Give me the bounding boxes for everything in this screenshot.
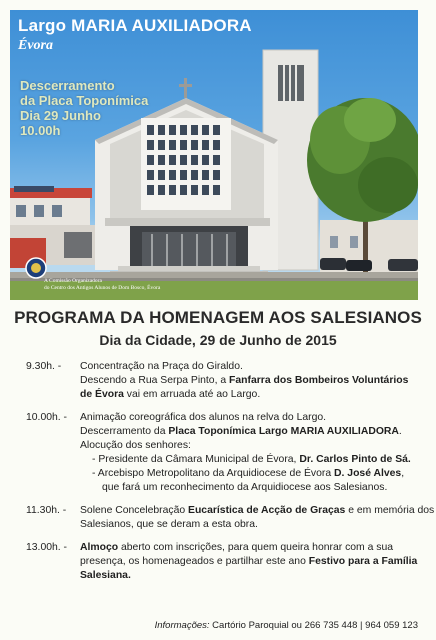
program-time: 13.00h. - xyxy=(26,542,68,553)
text-run-bold: Almoço xyxy=(80,542,119,553)
organizer-line: do Centro dos Antigos Alunos de Dom Bosco, Évora xyxy=(44,284,161,291)
program-item xyxy=(10,541,422,583)
program-text xyxy=(80,541,422,555)
program-text: Concentração na Praça do Giraldo. xyxy=(80,361,243,372)
text-run-bold: de Évora xyxy=(80,389,124,400)
program-date: Dia da Cidade, 29 de Junho de 2015 xyxy=(99,332,337,348)
text-run: Solene Concelebração xyxy=(80,505,189,516)
church-illustration xyxy=(10,10,418,300)
text-run: Descerramento da xyxy=(80,426,169,437)
text-run-bold: D. José Alves xyxy=(334,468,402,479)
text-run-bold: Eucarística de Acção de Graças xyxy=(188,505,346,516)
info-contacts: Cartório Paroquial ou 266 735 448 | 964 059 123 xyxy=(209,620,418,631)
info-label: Informações: xyxy=(154,620,210,631)
program-item xyxy=(10,360,422,402)
event-callout xyxy=(20,78,148,138)
text-run: - Arcebispo Metropolitano da Arquidiocese de Évora xyxy=(92,468,335,479)
program-item xyxy=(10,504,435,532)
event-line: 10.00h xyxy=(20,123,61,138)
program-text: Salesiana. xyxy=(80,570,131,581)
text-run: aberto com inscrições, para quem queira honrar com a sua xyxy=(118,542,394,553)
event-line: Dia 29 Junho xyxy=(20,108,101,123)
program-time: 10.00h. - xyxy=(26,412,68,423)
text-run: vai em arruada até ao Largo. xyxy=(123,389,261,400)
church-photo xyxy=(10,10,418,300)
place-title: Largo MARIA AUXILIADORA xyxy=(18,16,252,35)
text-run-bold: Fanfarra dos Bombeiros Voluntários xyxy=(229,375,409,386)
program-text xyxy=(80,425,422,439)
program-text: Alocução dos senhores: xyxy=(80,440,191,451)
program-text: Salesianos, que se deram a esta obra. xyxy=(80,519,258,530)
text-run: e em memória dos xyxy=(345,505,435,516)
program-text xyxy=(80,453,422,467)
program-text xyxy=(80,388,422,402)
program-text xyxy=(80,374,422,388)
organizer-line: A Comissão Organizadora xyxy=(44,278,102,284)
text-run-bold: Festivo para a Família xyxy=(308,556,418,567)
text-run: - Presidente da Câmara Municipal de Évora, xyxy=(92,454,300,465)
program-text: Animação coreográfica dos alunos na relva do Largo. xyxy=(80,412,327,423)
program-time: 9.30h. - xyxy=(26,361,62,372)
text-run: Descendo a Rua Serpa Pinto, a xyxy=(80,375,230,386)
program-time: 11.30h. - xyxy=(26,505,67,516)
program-text: que fará um reconhecimento da Arquidiocese aos Salesianos. xyxy=(102,482,388,493)
text-run: presença, os homenageados e partilhar este ano xyxy=(80,556,309,567)
program-title: PROGRAMA DA HOMENAGEM AOS SALESIANOS xyxy=(14,308,422,327)
text-run-bold: Dr. Carlos Pinto de Sá. xyxy=(299,454,411,465)
text-run: , xyxy=(401,468,405,479)
event-line: da Placa Toponímica xyxy=(20,93,149,108)
event-line: Descerramento xyxy=(20,78,115,93)
program-list xyxy=(10,360,435,592)
program-text xyxy=(80,555,422,569)
program-text xyxy=(80,467,422,481)
city-name: Évora xyxy=(18,38,53,53)
text-run-bold: Placa Toponímica Largo MARIA AUXILIADORA xyxy=(168,426,399,437)
info-footer xyxy=(155,620,418,631)
program-text xyxy=(80,504,435,518)
organizer-caption xyxy=(44,278,160,291)
text-run: . xyxy=(398,426,402,437)
program-item xyxy=(10,411,422,495)
